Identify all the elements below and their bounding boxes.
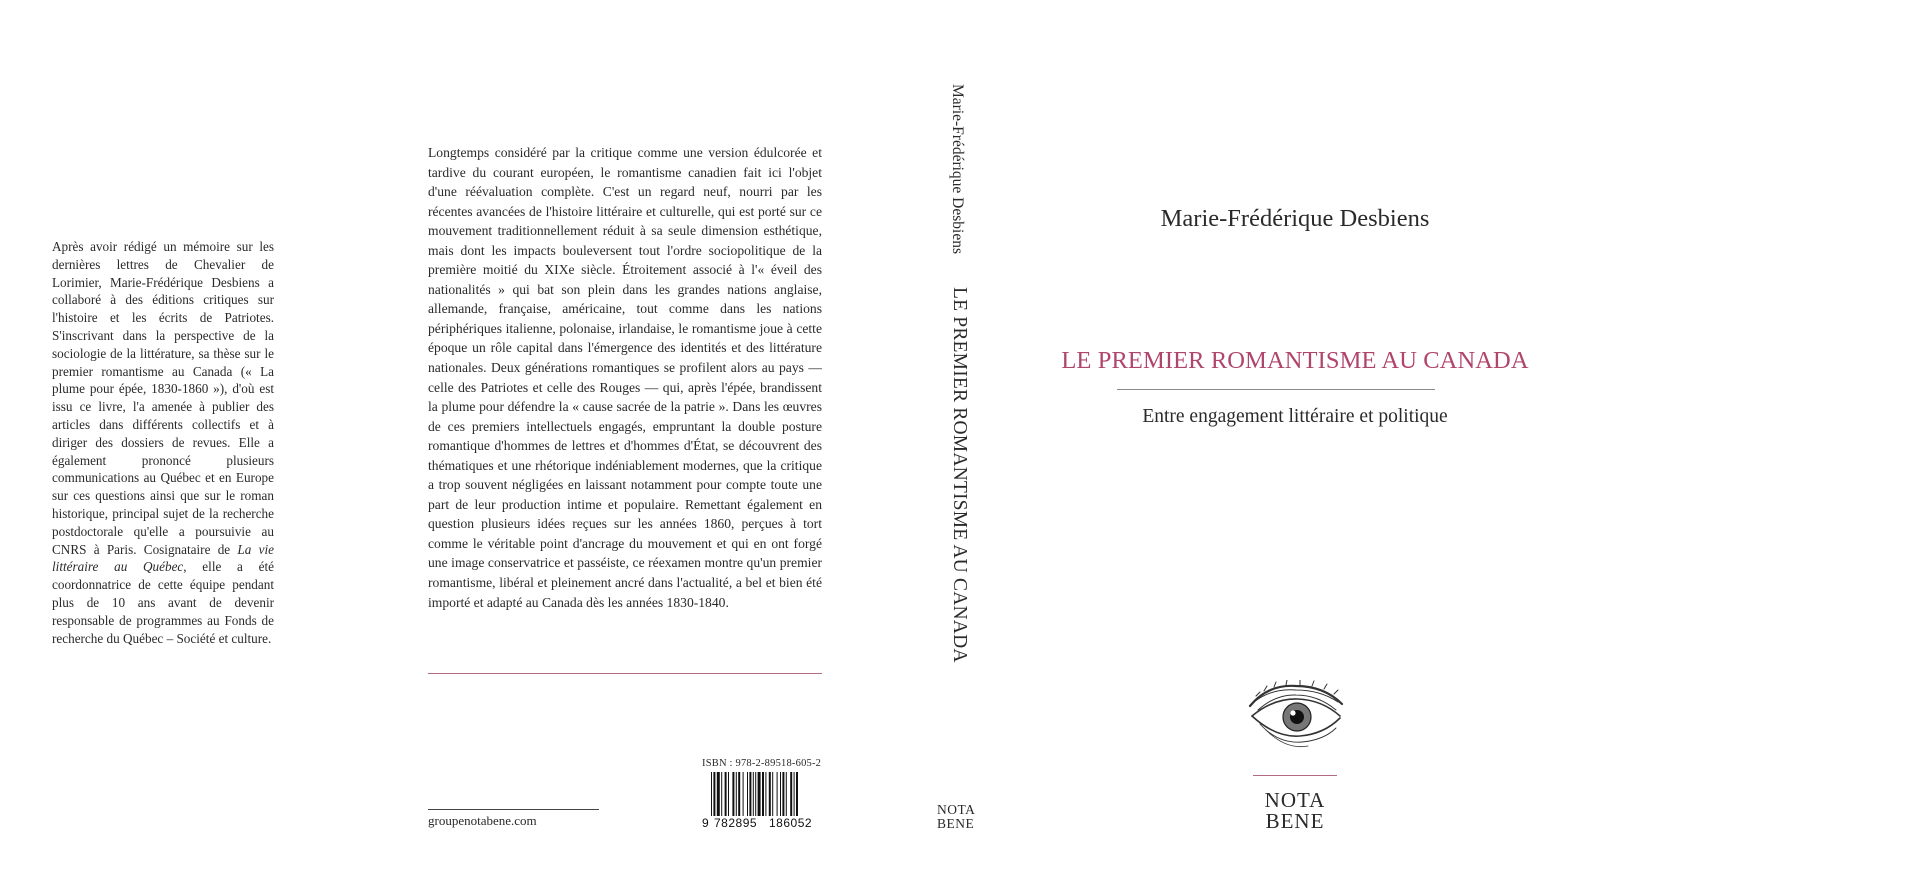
barcode-digits-right: 186052 <box>769 816 813 830</box>
publisher-logo <box>1240 790 1350 832</box>
back-cover-blurb: Longtemps considéré par la critique comme une version édulcorée et tardive du courant européen, le romantisme canadien fait ici l'objet d'une réévaluation complète. C'est un regard neuf, nourri par les récentes avancées de l'histoire littéraire et culturelle, qui est porté sur ce mouvement traditionnellement réduit à sa seule dimension esthétique, mais dont les impacts bouleversent tout l'ordre sociopolitique de la première moitié du XIXe siècle. Étroitement associé à l'« éveil des nationalités » qui bat son plein dans les grandes nations anglaise, allemande, française, américaine, tout comme dans les nations périphériques italienne, polonaise, irlandaise, le romantisme joue à cette époque un rôle capital dans l'émergence des identités et des littérature nationales. Deux générations romantiques se profilent alors au pays — celle des Patriotes et celle des Rouges — qui, après l'épée, brandissent la plume pour défendre la « cause sacrée de la patrie ». Dans les œuvres de ces premiers intellectuels engagés, empruntant la double posture romantique d'hommes de lettres et d'hommes d'État, se découvrent des thématiques et une rhétorique indéniablement modernes, que la critique a trop souvent négligées en laissant notamment pour compte toute une part de leur production intime et populaire. Remettant également en question plusieurs idées reçues sur les années 1860, perçues à tort comme le véritable point d'ancrage du mouvement et qui en ont forgé une image conservatrice et passéiste, ce réexamen montre qu'un premier romantisme, libéral et pleinement ancré dans l'actualité, a bel et bien été importé et adapté au Canada dès les années 1830-1840. <box>428 145 822 610</box>
author-bio-book-title: La vie littéraire au Québec <box>52 541 274 575</box>
publisher-logo-line1: NOTA <box>1264 788 1326 812</box>
isbn-barcode <box>701 772 825 830</box>
barcode-digits-left: 782895 <box>714 816 758 830</box>
author-bio <box>52 238 274 647</box>
title-divider <box>1117 389 1435 390</box>
cover-author: Marie-Frédérique Desbiens <box>1160 205 1430 232</box>
spine-publisher-line2: BENE <box>937 816 975 831</box>
eye-logo-icon <box>1242 680 1350 750</box>
cover-title: LE PREMIER ROMANTISME AU CANADA <box>1061 347 1529 374</box>
isbn-label: ISBN : 978-2-89518-605-2 <box>702 758 822 769</box>
spine-author: Marie-Frédérique Desbiens <box>949 84 966 255</box>
cover-subtitle: Entre engagement littéraire et politique <box>1142 406 1448 427</box>
website-divider <box>428 809 599 810</box>
author-bio-text-end: , elle a été coordonnatrice de cette équipe pendant plus de 10 ans avant de devenir responsable de programmes au Fonds de recherche du Québec – Société et culture. <box>52 559 274 646</box>
logo-divider <box>1253 775 1337 776</box>
publisher-website: groupenotabene.com <box>428 813 537 828</box>
back-cover-divider <box>428 673 822 674</box>
spine-publisher-line1: NOTA <box>937 802 976 817</box>
spine-publisher <box>937 803 975 831</box>
author-bio-text: Après avoir rédigé un mémoire sur les dernières lettres de Chevalier de Lorimier, Marie-Frédérique Desbiens a collaboré à des éditions critiques sur l'histoire et les écrits de Patriotes. S'inscrivant dans la perspective de la sociologie de la littérature, sa thèse sur le premier romantisme au Canada (« La plume pour épée, 1830-1860 »), d'où est issu ce livre, l'a amenée à publier des articles dans différents collectifs et à diriger des dossiers de revues. Elle a également prononcé plusieurs communications au Québec et en Europe sur ces questions ainsi que sur le roman historique, principal sujet de la recherche postdoctorale qu'elle a poursuivie au CNRS à Paris. Cosignataire de <box>52 239 274 557</box>
spine-title: LE PREMIER ROMANTISME AU CANADA <box>949 287 970 663</box>
barcode-digit-first: 9 <box>702 816 709 830</box>
publisher-logo-line2: BENE <box>1265 809 1325 833</box>
